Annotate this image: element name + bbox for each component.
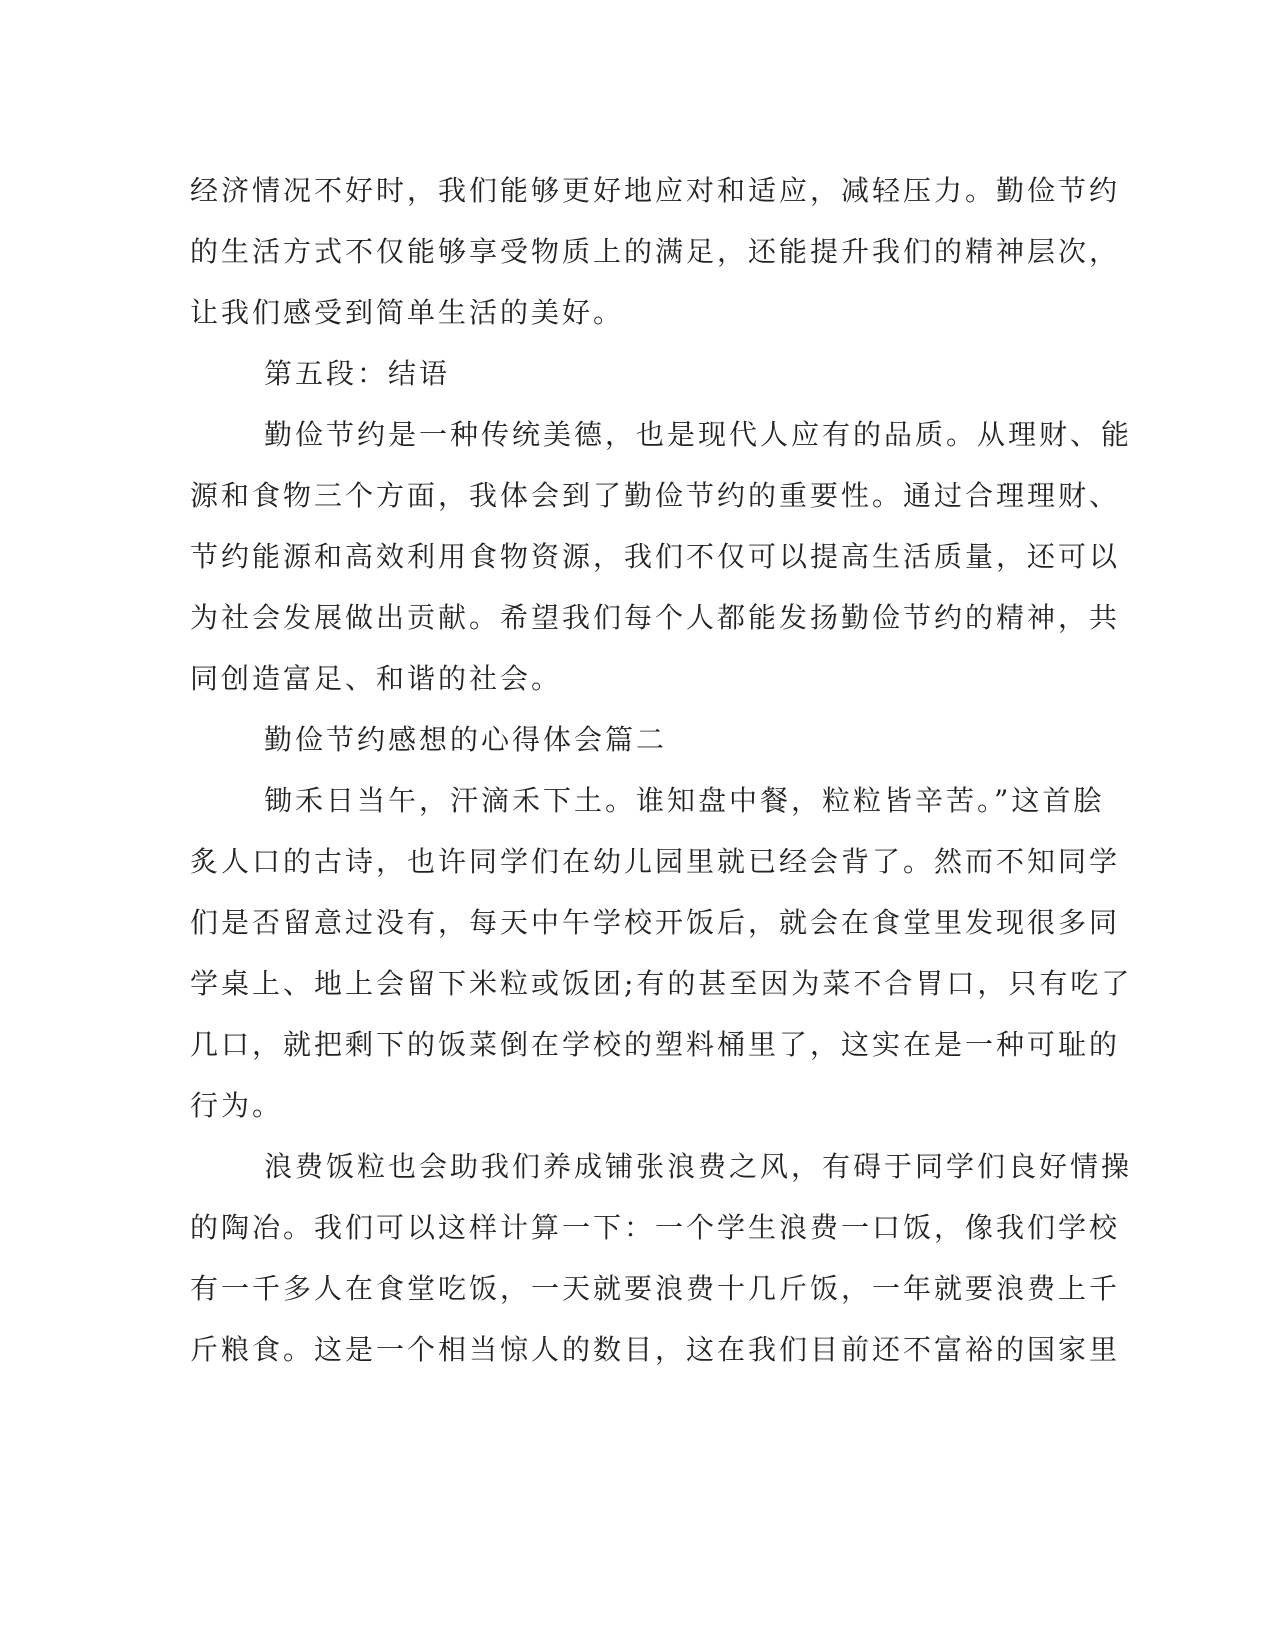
section-heading: 第五段：结语 xyxy=(264,357,451,390)
text-line: 们是否留意过没有，每天中午学校开饭后，就会在食堂里发现很多同 xyxy=(190,906,1121,939)
text-line: 节约能源和高效利用食物资源，我们不仅可以提高生活质量，还可以 xyxy=(190,540,1121,573)
text-line: 经济情况不好时，我们能够更好地应对和适应，减轻压力。勤俭节约 xyxy=(190,174,1121,207)
text-line: 锄禾日当午，汗滴禾下土。谁知盘中餐，粒粒皆辛苦。”这首脍 xyxy=(264,784,1105,817)
text-line: 的生活方式不仅能够享受物质上的满足，还能提升我们的精神层次， xyxy=(190,235,1121,268)
text-line: 斤粮食。这是一个相当惊人的数目，这在我们目前还不富裕的国家里 xyxy=(190,1333,1121,1366)
text-line: 浪费饭粒也会助我们养成铺张浪费之风，有碍于同学们良好情操 xyxy=(264,1150,1133,1183)
text-line: 同创造富足、和谐的社会。 xyxy=(190,662,563,695)
text-line: 为社会发展做出贡献。希望我们每个人都能发扬勤俭节约的精神，共 xyxy=(190,601,1121,634)
article-title: 勤俭节约感想的心得体会篇二 xyxy=(264,723,668,756)
text-line: 让我们感受到简单生活的美好。 xyxy=(190,296,625,329)
text-line: 有一千多人在食堂吃饭，一天就要浪费十几斤饭，一年就要浪费上千 xyxy=(190,1272,1121,1305)
document-body xyxy=(190,160,1133,1380)
text-line: 行为。 xyxy=(190,1089,284,1122)
text-line: 源和食物三个方面，我体会到了勤俭节约的重要性。通过合理理财、 xyxy=(190,479,1121,512)
text-line: 勤俭节约是一种传统美德，也是现代人应有的品质。从理财、能 xyxy=(264,418,1133,451)
text-line: 的陶冶。我们可以这样计算一下：一个学生浪费一口饭，像我们学校 xyxy=(190,1211,1121,1244)
text-line: 学桌上、地上会留下米粒或饭团;有的甚至因为菜不合胃口，只有吃了 xyxy=(190,967,1133,1000)
text-line: 炙人口的古诗，也许同学们在幼儿园里就已经会背了。然而不知同学 xyxy=(190,845,1121,878)
text-line: 几口，就把剩下的饭菜倒在学校的塑料桶里了，这实在是一种可耻的 xyxy=(190,1028,1121,1061)
